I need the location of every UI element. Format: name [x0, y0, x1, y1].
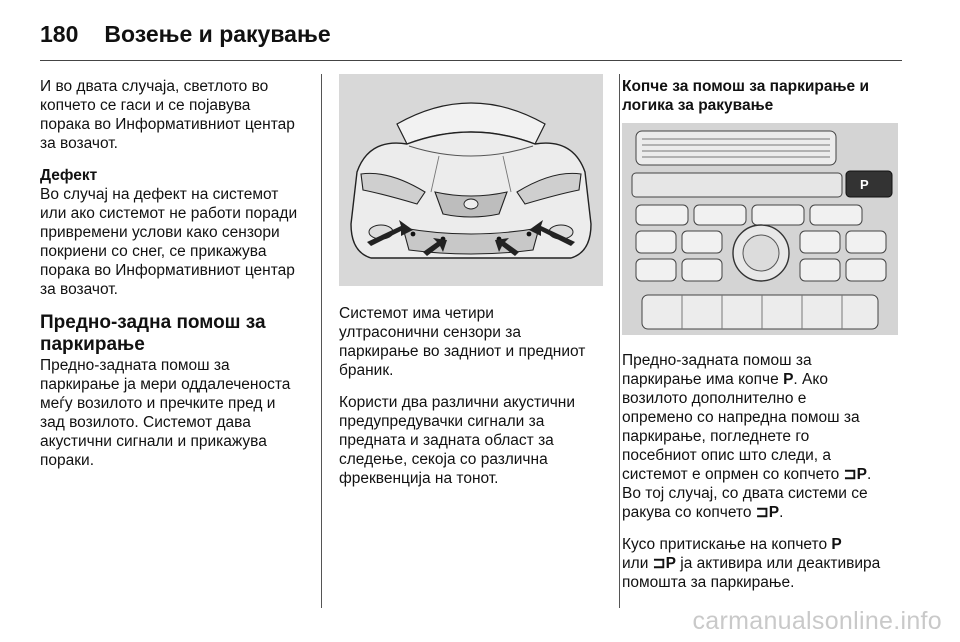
page-number: 180 [40, 20, 79, 47]
defect-heading: Дефект [40, 167, 98, 184]
car-front-figure [339, 74, 603, 286]
advanced-parking-symbol: ⊐P [843, 466, 867, 483]
parking-button-symbol: P [783, 371, 794, 388]
panel-parking-button-label: P [860, 177, 869, 192]
column-1 [40, 77, 312, 483]
page-title: Возење и ракување [104, 20, 331, 47]
advanced-parking-symbol: ⊐P [652, 555, 676, 572]
column-2 [339, 74, 607, 501]
defect-paragraph: Во случај на дефект на системот или ако системот не работи поради привремени услови како сензори покриени со снег, се прикажува порака во Информативниот центар за возачот. [40, 186, 298, 298]
header-rule [40, 60, 902, 61]
button-logic-paragraph: Предно-задната помош за паркирање има копче P. Ако возилото дополнително е опремено со напредна помош за паркирање, погледнете го посебниот опис што следи, а системот е опрмен со копчето ⊐P. Во тој случај, со двата системи се ракува со копчето ⊐P. [622, 352, 872, 521]
watermark-logo: carmanualsonline.info [692, 607, 942, 635]
parking-button-symbol: P [831, 536, 842, 553]
control-panel-illustration [622, 123, 898, 335]
column-divider-2 [619, 74, 620, 608]
activation-paragraph: Кусо притискање на копчето P или ⊐P ја активира или деактивира помошта за паркирање. [622, 536, 881, 591]
column-3 [622, 77, 907, 605]
page-header [40, 14, 331, 54]
intro-paragraph: И во двата случаја, светлото во копчето се гаси и се појавува порака во Информативниот центар за возачот. [40, 78, 295, 152]
column-divider-1 [321, 74, 322, 608]
section-paragraph: Предно-задната помош за паркирање ја мери оддалеченоста меѓу возилото и пречките пред и зад возилото. Системот дава акустични сигнали и прикажува пораки. [40, 357, 291, 469]
signals-paragraph: Користи два различни акустични предупредувачки сигнали за предната и задната област за следење, секоја со различна фреквенција на тонот. [339, 394, 576, 487]
button-section-heading: Копче за помош за паркирање и логика за ракување [622, 78, 869, 114]
car-front-illustration [339, 74, 603, 286]
advanced-parking-symbol: ⊐P [755, 504, 780, 521]
sensors-paragraph: Системот има четири ултрасонични сензори за паркирање во задниот и предниот браник. [339, 305, 586, 379]
control-panel-figure [622, 123, 898, 335]
section-heading: Предно-задна помош за паркирање [40, 312, 266, 355]
